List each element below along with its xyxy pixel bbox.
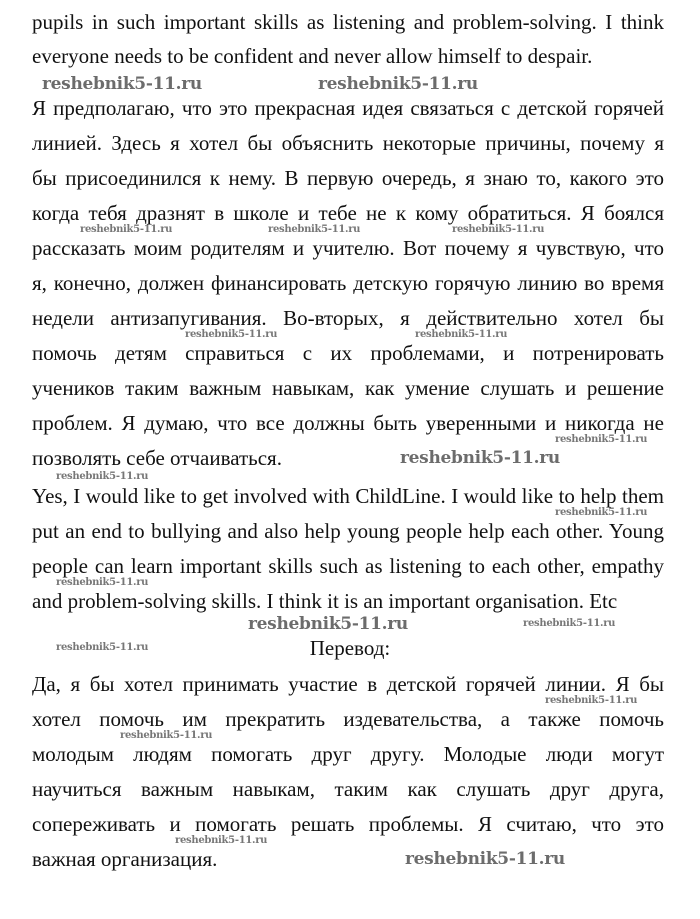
text-line: научиться важным навыкам, таким как слушать друг друга, [32, 777, 664, 801]
text-line: проблем. Я думаю, что все должны быть уверенными и никогда не [32, 411, 664, 435]
watermark: reshebnik5-11.ru [56, 577, 149, 588]
watermark: reshebnik5-11.ru [452, 224, 545, 235]
text-line: Yes, I would like to get involved with ChildLine. I would like to help them [32, 484, 664, 508]
text-line: everyone needs to be confident and never allow himself to despair. [32, 44, 593, 68]
text-line: pupils in such important skills as listening and problem-solving. I think [32, 10, 664, 34]
text-line: я, конечно, должен финансировать детскую горячую линию во время [32, 271, 664, 295]
text-line: рассказать моим родителям и учителю. Вот почему я чувствую, что [32, 236, 664, 260]
watermark: reshebnik5-11.ru [185, 329, 278, 340]
text-line: сопереживать и помогать решать проблемы. Я считаю, что это [32, 812, 664, 836]
watermark: reshebnik5-11.ru [42, 74, 202, 94]
watermark: reshebnik5-11.ru [120, 730, 213, 741]
text-line: позволять себе отчаиваться. [32, 446, 282, 470]
watermark: reshebnik5-11.ru [248, 614, 408, 634]
text-line: put an end to bullying and also help young people help each other. Young [32, 519, 664, 543]
watermark: reshebnik5-11.ru [415, 329, 508, 340]
watermark: reshebnik5-11.ru [405, 849, 565, 869]
watermark: reshebnik5-11.ru [523, 618, 616, 629]
watermark: reshebnik5-11.ru [400, 448, 560, 468]
text-line: молодым людям помогать друг другу. Молодые люди могут [32, 742, 664, 766]
watermark: reshebnik5-11.ru [555, 507, 648, 518]
text-line: учеников таким важным навыкам, как умение слушать и решение [32, 376, 664, 400]
watermark: reshebnik5-11.ru [268, 224, 361, 235]
watermark: reshebnik5-11.ru [56, 471, 149, 482]
text-line: линией. Здесь я хотел бы объяснить некоторые причины, почему я [32, 131, 664, 155]
text-line: people can learn important skills such as listening to each other, empathy [32, 554, 664, 578]
watermark: reshebnik5-11.ru [555, 434, 648, 445]
watermark: reshebnik5-11.ru [545, 695, 638, 706]
text-line: Я предполагаю, что это прекрасная идея связаться с детской горячей [32, 96, 664, 120]
translation-heading: Перевод: [309, 636, 391, 660]
text-line: хотел помочь им прекратить издевательства, а также помочь [32, 707, 664, 731]
text-line: Да, я бы хотел принимать участие в детской горячей линии. Я бы [32, 672, 664, 696]
text-line: недели антизапугивания. Во-вторых, я действительно хотел бы [32, 306, 664, 330]
text-line: and problem-solving skills. I think it is an important organisation. Etc [32, 589, 618, 613]
watermark: reshebnik5-11.ru [80, 224, 173, 235]
text-line: помочь детям справиться с их проблемами, и потренировать [32, 341, 664, 365]
watermark: reshebnik5-11.ru [175, 835, 268, 846]
text-line: важная организация. [32, 847, 218, 871]
watermark: reshebnik5-11.ru [318, 74, 478, 94]
watermark: reshebnik5-11.ru [56, 642, 149, 653]
text-line: когда тебя дразнят в школе и тебе не к кому обратиться. Я боялся [32, 201, 664, 225]
text-line: бы присоединился к нему. В первую очередь, я знаю то, какого это [32, 166, 664, 190]
